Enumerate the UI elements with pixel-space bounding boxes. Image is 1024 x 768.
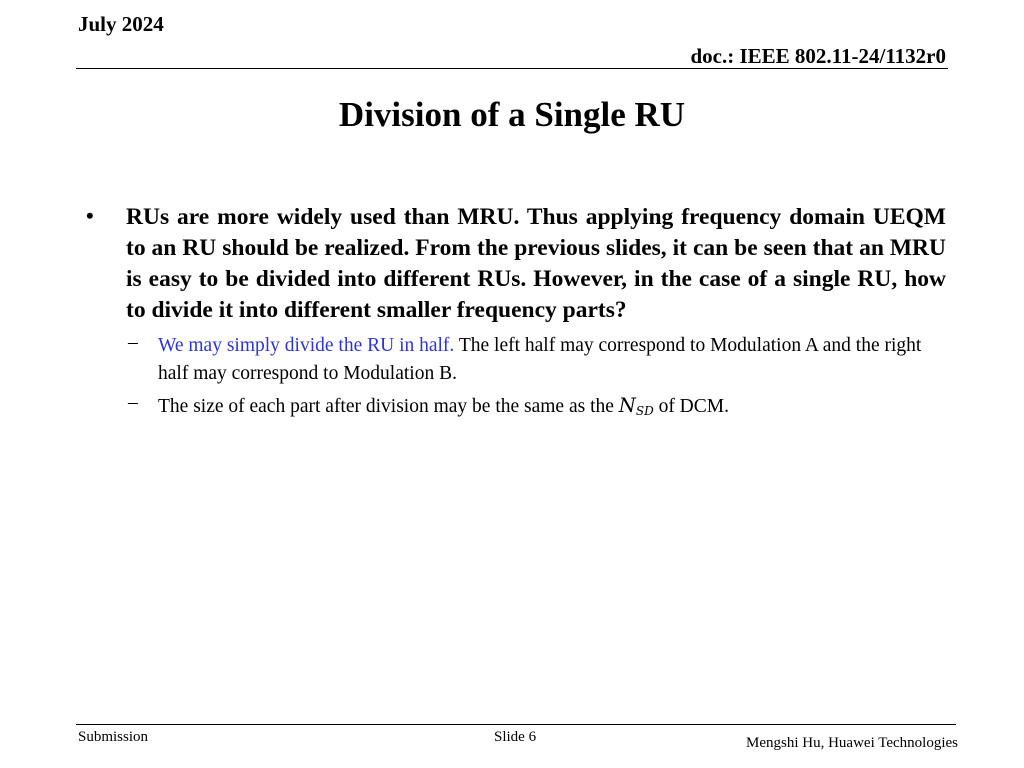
header-doc-id: doc.: IEEE 802.11-24/1132r0 <box>690 44 946 68</box>
nsd-math-subscript: SD <box>635 404 654 418</box>
sub-bullet-1 <box>158 332 948 388</box>
footer-author: Mengshi Hu, Huawei Technologies <box>746 735 958 751</box>
main-bullet-text: RUs are more widely used than MRU. Thus applying frequency domain UEQM to an RU should be realized. From the previous slides, it can be seen that an MRU is easy to be divided into different RUs. However, in the case of a single RU, how to divide it into different smaller frequency parts? <box>126 204 946 323</box>
header-date: July 2024 <box>78 12 164 36</box>
header-divider <box>76 68 948 69</box>
sub-bullet-1-text: The left half may correspond to Modulation A and the right half may correspond to Modulation B. <box>158 335 922 384</box>
slide-title: Division of a Single RU <box>338 95 686 134</box>
sub-bullet-dash-1: – <box>128 332 138 353</box>
footer-slide-number: Slide 6 <box>494 729 537 745</box>
footer-divider <box>76 724 956 725</box>
sub-bullet-2-text-before: The size of each part after division may be the same as the <box>158 396 619 417</box>
sub-bullet-2-text-after: of DCM. <box>653 396 729 417</box>
sub-bullet-2 <box>158 392 948 425</box>
nsd-math-base: N <box>618 394 636 417</box>
footer-submission: Submission <box>78 729 149 745</box>
sub-bullet-1-highlight: We may simply divide the RU in half. <box>158 335 455 356</box>
nsd-math-symbol <box>619 394 654 417</box>
sub-bullet-dash-2: – <box>128 392 138 413</box>
bullet-marker: • <box>86 203 94 228</box>
